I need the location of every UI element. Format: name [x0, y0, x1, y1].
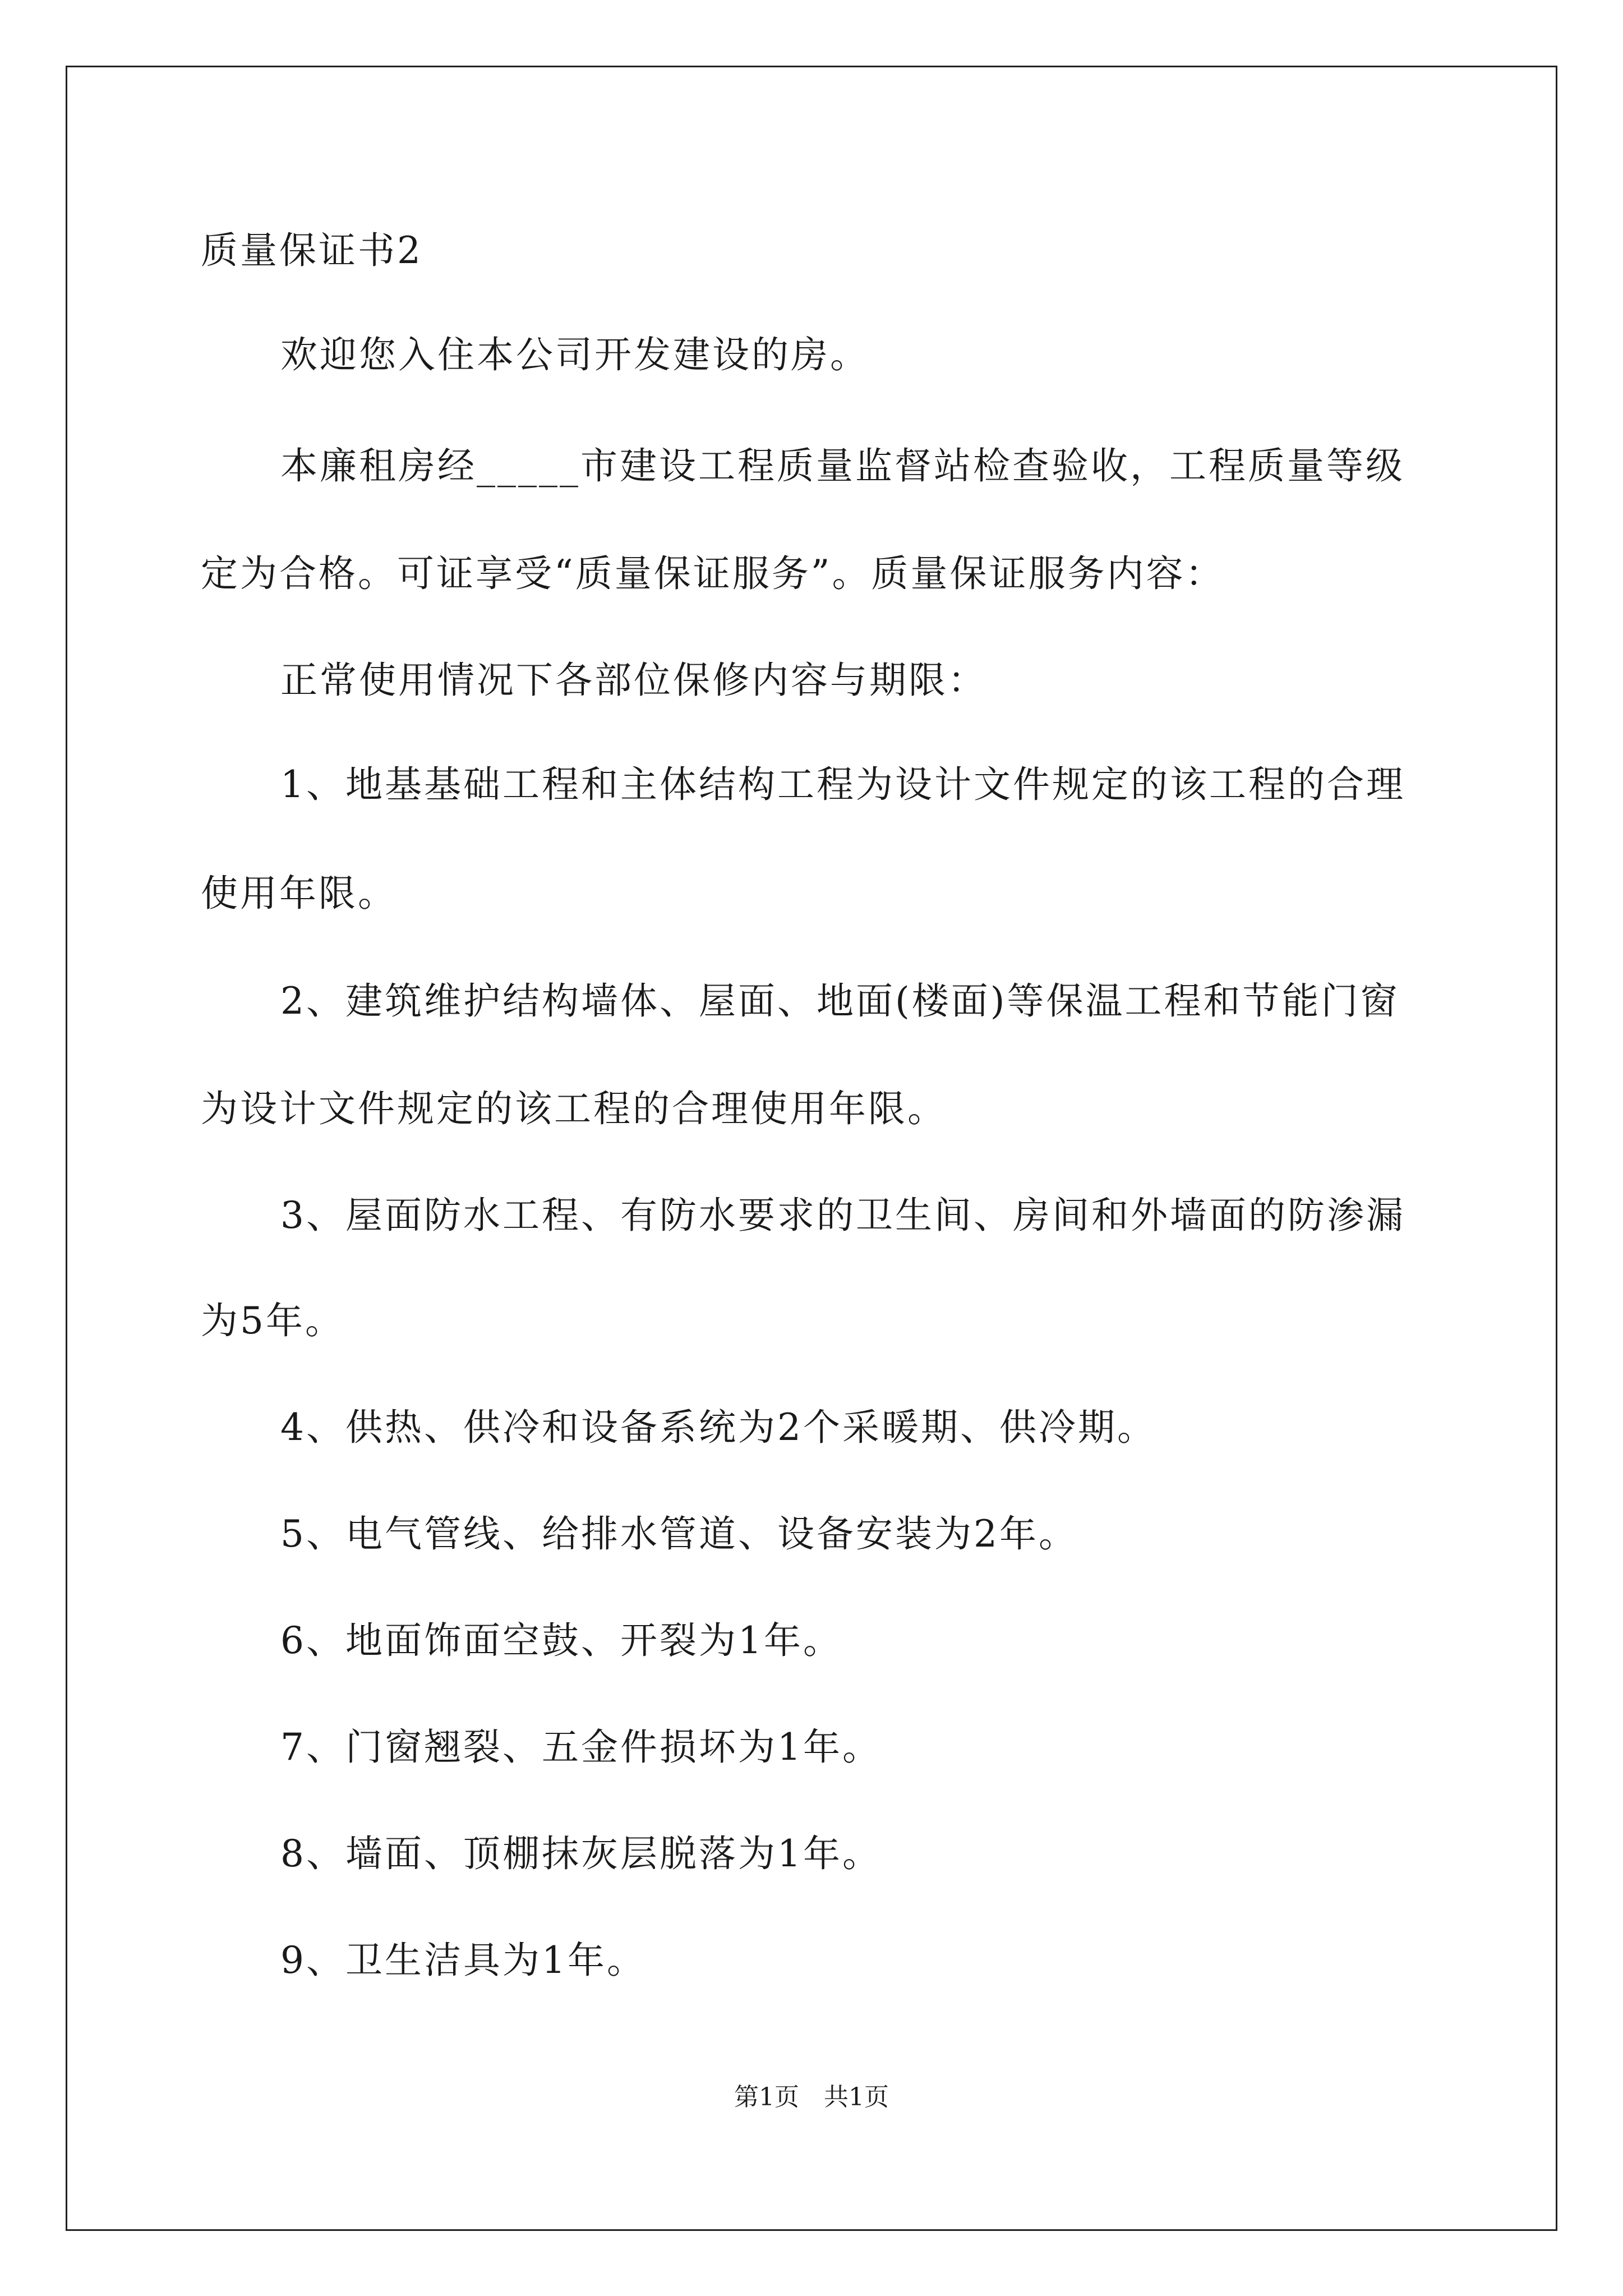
paragraph-line: 8、墙面、顶棚抹灰层脱落为1年。: [280, 1832, 882, 1875]
paragraph-line: 1、地基基础工程和主体结构工程为设计文件规定的该工程的合理: [280, 763, 1405, 806]
paragraph-line: 本廉租房经_____市建设工程质量监督站检查验收，工程质量等级: [280, 444, 1405, 487]
paragraph-line: 使用年限。: [201, 872, 397, 915]
document-title: 质量保证书2: [201, 229, 423, 272]
paragraph-line: 定为合格。可证享受“质量保证服务”。质量保证服务内容：: [201, 552, 1225, 595]
paragraph-line: 为5年。: [201, 1299, 344, 1342]
paragraph-line: 7、门窗翘裂、五金件损坏为1年。: [280, 1726, 882, 1769]
paragraph-line: 9、卫生洁具为1年。: [280, 1939, 646, 1982]
page-border: [66, 66, 1557, 2231]
paragraph-line: 2、建筑维护结构墙体、屋面、地面(楼面)等保温工程和节能门窗: [280, 979, 1400, 1023]
paragraph-line: 5、电气管线、给排水管道、设备安装为2年。: [280, 1512, 1078, 1556]
paragraph-line: 为设计文件规定的该工程的合理使用年限。: [201, 1087, 947, 1130]
paragraph-line: 4、供热、供冷和设备系统为2个采暖期、供冷期。: [280, 1406, 1156, 1449]
paragraph-line: 正常使用情况下各部位保修内容与期限：: [280, 659, 987, 702]
paragraph-line: 欢迎您入住本公司开发建设的房。: [280, 333, 869, 376]
paragraph-line: 6、地面饰面空鼓、开裂为1年。: [280, 1619, 842, 1662]
page-number-footer: 第1页 共1页: [734, 2083, 889, 2111]
paragraph-line: 3、屋面防水工程、有防水要求的卫生间、房间和外墙面的防渗漏: [280, 1194, 1405, 1237]
